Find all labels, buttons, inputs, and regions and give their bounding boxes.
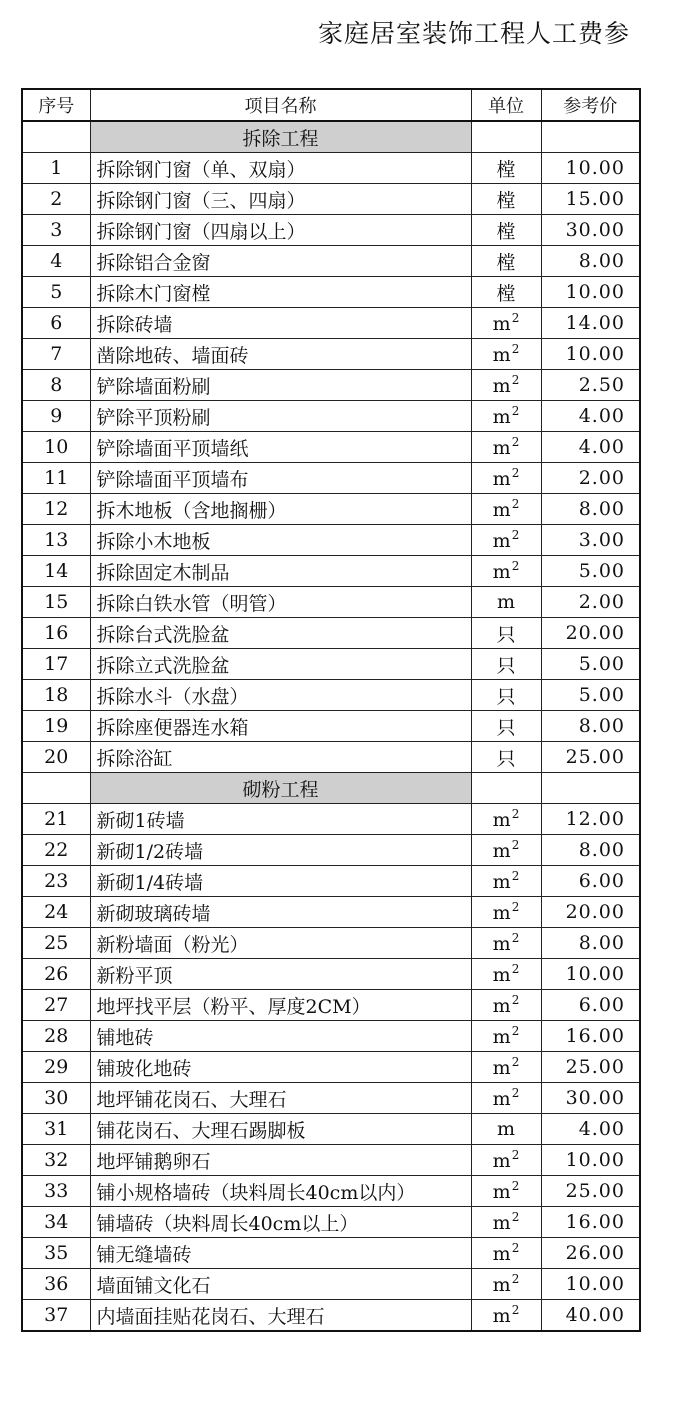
item-price: 25.00 (541, 1052, 640, 1083)
item-price: 2.50 (541, 370, 640, 401)
item-name: 新砌玻璃砖墙 (90, 897, 471, 928)
item-unit-superscript: 2 (511, 1210, 520, 1224)
item-unit-superscript: 2 (511, 1086, 520, 1100)
item-price: 25.00 (541, 742, 640, 773)
item-unit-cell (471, 959, 541, 990)
item-unit-cell (471, 742, 541, 773)
item-unit: m (492, 1274, 511, 1296)
item-unit-cell (471, 804, 541, 835)
item-unit-cell (471, 1083, 541, 1114)
item-unit-cell (471, 1269, 541, 1300)
item-unit-superscript: 2 (511, 373, 520, 387)
item-unit: m (492, 1150, 511, 1172)
item-name: 拆除小木地板 (90, 525, 471, 556)
item-name: 墙面铺文化石 (90, 1269, 471, 1300)
item-name: 铲除平顶粉刷 (90, 401, 471, 432)
item-unit: m (492, 840, 511, 862)
item-unit-cell (471, 990, 541, 1021)
item-number: 22 (22, 835, 90, 866)
item-unit-cell (471, 680, 541, 711)
item-name: 拆除水斗（水盘） (90, 680, 471, 711)
item-unit-cell (471, 370, 541, 401)
item-unit: m (492, 995, 511, 1017)
item-unit-cell (471, 184, 541, 215)
table-row (22, 1238, 640, 1269)
item-unit-superscript: 2 (511, 1241, 520, 1255)
table-row (22, 1207, 640, 1238)
item-name: 地坪铺鹅卵石 (90, 1145, 471, 1176)
table-row (22, 866, 640, 897)
item-unit-cell (471, 525, 541, 556)
item-number: 33 (22, 1176, 90, 1207)
item-name: 拆除钢门窗（四扇以上） (90, 215, 471, 246)
section-row (22, 121, 640, 153)
item-unit-superscript: 2 (511, 838, 520, 852)
item-number: 27 (22, 990, 90, 1021)
item-unit-cell (471, 1176, 541, 1207)
item-price: 8.00 (541, 928, 640, 959)
item-number: 24 (22, 897, 90, 928)
item-name: 内墙面挂贴花岗石、大理石 (90, 1300, 471, 1332)
table-row (22, 680, 640, 711)
item-unit: 只 (496, 747, 516, 770)
item-name: 新粉墙面（粉光） (90, 928, 471, 959)
item-price: 6.00 (541, 866, 640, 897)
item-unit-cell (471, 494, 541, 525)
table-row (22, 1052, 640, 1083)
item-name: 拆除台式洗脸盆 (90, 618, 471, 649)
item-unit-cell (471, 1052, 541, 1083)
item-price: 25.00 (541, 1176, 640, 1207)
item-unit: m (492, 1243, 511, 1265)
item-name: 拆除座便器连水箱 (90, 711, 471, 742)
price-table (21, 88, 641, 1332)
item-number: 20 (22, 742, 90, 773)
item-unit-superscript: 2 (511, 1148, 520, 1162)
item-unit: 樘 (496, 282, 516, 305)
item-price: 20.00 (541, 618, 640, 649)
table-row (22, 711, 640, 742)
item-unit-superscript: 2 (511, 1055, 520, 1069)
item-number: 36 (22, 1269, 90, 1300)
item-price: 5.00 (541, 649, 640, 680)
item-unit-superscript: 2 (511, 993, 520, 1007)
item-number: 30 (22, 1083, 90, 1114)
item-number: 5 (22, 277, 90, 308)
table-row (22, 835, 640, 866)
item-price: 40.00 (541, 1300, 640, 1332)
table-row (22, 556, 640, 587)
section-row (22, 773, 640, 804)
item-unit: 只 (496, 654, 516, 677)
item-unit-cell (471, 1145, 541, 1176)
item-name: 新砌1/2砖墙 (90, 835, 471, 866)
item-price: 4.00 (541, 432, 640, 463)
item-unit: m (492, 1088, 511, 1110)
item-unit: m (492, 809, 511, 831)
item-name: 拆除白铁水管（明管） (90, 587, 471, 618)
item-unit: m (492, 871, 511, 893)
item-unit-cell (471, 277, 541, 308)
item-price: 20.00 (541, 897, 640, 928)
item-number: 34 (22, 1207, 90, 1238)
section-empty-cell (471, 121, 541, 153)
item-price: 10.00 (541, 1145, 640, 1176)
section-title: 拆除工程 (90, 121, 471, 153)
item-unit: m (492, 1212, 511, 1234)
item-number: 4 (22, 246, 90, 277)
item-unit-cell (471, 401, 541, 432)
header-no: 序号 (22, 89, 90, 121)
item-unit: m (492, 902, 511, 924)
item-name: 铺花岗石、大理石踢脚板 (90, 1114, 471, 1145)
table-row (22, 1021, 640, 1052)
table-row (22, 1300, 640, 1332)
item-unit-cell (471, 556, 541, 587)
item-number: 35 (22, 1238, 90, 1269)
item-unit-superscript: 2 (511, 497, 520, 511)
item-price: 14.00 (541, 308, 640, 339)
item-unit-cell (471, 153, 541, 184)
item-unit: m (492, 437, 511, 459)
table-row (22, 928, 640, 959)
item-price: 10.00 (541, 959, 640, 990)
item-number: 32 (22, 1145, 90, 1176)
table-row (22, 277, 640, 308)
item-name: 铲除墙面粉刷 (90, 370, 471, 401)
item-number: 7 (22, 339, 90, 370)
item-price: 16.00 (541, 1207, 640, 1238)
table-row (22, 1114, 640, 1145)
item-number: 13 (22, 525, 90, 556)
item-number: 2 (22, 184, 90, 215)
item-name: 拆除立式洗脸盆 (90, 649, 471, 680)
item-unit-cell (471, 618, 541, 649)
item-name: 拆木地板（含地搁栅） (90, 494, 471, 525)
table-row (22, 494, 640, 525)
item-number: 8 (22, 370, 90, 401)
item-price: 2.00 (541, 463, 640, 494)
item-name: 铲除墙面平顶墙纸 (90, 432, 471, 463)
item-number: 12 (22, 494, 90, 525)
item-name: 铺地砖 (90, 1021, 471, 1052)
item-unit-cell (471, 1114, 541, 1145)
item-name: 铺无缝墙砖 (90, 1238, 471, 1269)
item-unit: m (492, 933, 511, 955)
item-unit: 樘 (496, 220, 516, 243)
item-unit-cell (471, 897, 541, 928)
item-unit-superscript: 2 (511, 404, 520, 418)
item-unit-cell (471, 866, 541, 897)
item-price: 10.00 (541, 153, 640, 184)
item-number: 19 (22, 711, 90, 742)
item-unit: m (492, 375, 511, 397)
item-price: 5.00 (541, 680, 640, 711)
item-unit-cell (471, 246, 541, 277)
table-row (22, 1269, 640, 1300)
item-unit: m (496, 591, 516, 613)
document-title: 家庭居室装饰工程人工费参 (318, 19, 631, 48)
item-unit-cell (471, 463, 541, 494)
item-unit-cell (471, 649, 541, 680)
item-unit-superscript: 2 (511, 869, 520, 883)
item-name: 拆除铝合金窗 (90, 246, 471, 277)
item-unit-cell (471, 1207, 541, 1238)
item-number: 31 (22, 1114, 90, 1145)
price-table-body (22, 89, 640, 1331)
item-price: 10.00 (541, 339, 640, 370)
section-empty-cell (22, 773, 90, 804)
header-name: 项目名称 (90, 89, 471, 121)
item-price: 10.00 (541, 277, 640, 308)
section-empty-cell (471, 773, 541, 804)
table-row (22, 587, 640, 618)
table-row (22, 525, 640, 556)
item-price: 26.00 (541, 1238, 640, 1269)
item-name: 地坪铺花岗石、大理石 (90, 1083, 471, 1114)
item-number: 25 (22, 928, 90, 959)
table-row (22, 153, 640, 184)
item-number: 23 (22, 866, 90, 897)
item-unit: m (492, 964, 511, 986)
table-row (22, 308, 640, 339)
item-unit-cell (471, 587, 541, 618)
item-unit-superscript: 2 (511, 1024, 520, 1038)
item-unit-cell (471, 835, 541, 866)
item-name: 拆除固定木制品 (90, 556, 471, 587)
header-unit: 单位 (471, 89, 541, 121)
item-name: 拆除钢门窗（单、双扇） (90, 153, 471, 184)
table-row (22, 649, 640, 680)
table-row (22, 184, 640, 215)
item-unit: m (492, 313, 511, 335)
item-unit-superscript: 2 (511, 311, 520, 325)
item-number: 3 (22, 215, 90, 246)
item-unit-cell (471, 711, 541, 742)
section-title: 砌粉工程 (90, 773, 471, 804)
item-unit: 樘 (496, 251, 516, 274)
item-unit-superscript: 2 (511, 1272, 520, 1286)
item-price: 4.00 (541, 401, 640, 432)
item-unit: m (492, 530, 511, 552)
section-empty-cell (541, 773, 640, 804)
item-price: 12.00 (541, 804, 640, 835)
item-unit-cell (471, 432, 541, 463)
item-name: 拆除木门窗樘 (90, 277, 471, 308)
item-unit: m (492, 499, 511, 521)
item-price: 8.00 (541, 835, 640, 866)
item-number: 1 (22, 153, 90, 184)
item-number: 9 (22, 401, 90, 432)
section-empty-cell (541, 121, 640, 153)
table-row (22, 804, 640, 835)
item-unit-superscript: 2 (511, 900, 520, 914)
item-unit-superscript: 2 (511, 807, 520, 821)
item-unit-cell (471, 1300, 541, 1332)
table-row (22, 1145, 640, 1176)
item-price: 30.00 (541, 1083, 640, 1114)
item-unit-cell (471, 215, 541, 246)
table-row (22, 463, 640, 494)
table-row (22, 742, 640, 773)
item-unit-superscript: 2 (511, 962, 520, 976)
item-unit: m (492, 561, 511, 583)
item-unit: 樘 (496, 189, 516, 212)
item-price: 3.00 (541, 525, 640, 556)
item-unit-superscript: 2 (511, 435, 520, 449)
item-unit: m (492, 1181, 511, 1203)
header-price: 参考价 (541, 89, 640, 121)
table-row (22, 246, 640, 277)
item-unit-cell (471, 1238, 541, 1269)
item-price: 6.00 (541, 990, 640, 1021)
item-unit: m (492, 1305, 511, 1327)
item-unit: 只 (496, 685, 516, 708)
item-price: 8.00 (541, 711, 640, 742)
item-price: 15.00 (541, 184, 640, 215)
item-number: 18 (22, 680, 90, 711)
item-unit-cell (471, 339, 541, 370)
table-row (22, 618, 640, 649)
item-unit-superscript: 2 (511, 931, 520, 945)
item-name: 拆除浴缸 (90, 742, 471, 773)
table-row (22, 401, 640, 432)
item-unit: m (492, 406, 511, 428)
table-header-row (22, 89, 640, 121)
item-price: 5.00 (541, 556, 640, 587)
item-price: 2.00 (541, 587, 640, 618)
item-number: 11 (22, 463, 90, 494)
section-empty-cell (22, 121, 90, 153)
item-price: 8.00 (541, 246, 640, 277)
item-name: 铲除墙面平顶墙布 (90, 463, 471, 494)
table-row (22, 215, 640, 246)
item-price: 10.00 (541, 1269, 640, 1300)
table-row (22, 339, 640, 370)
item-unit-superscript: 2 (511, 342, 520, 356)
item-price: 4.00 (541, 1114, 640, 1145)
table-row (22, 1083, 640, 1114)
item-unit: m (492, 468, 511, 490)
item-number: 14 (22, 556, 90, 587)
table-row (22, 1176, 640, 1207)
item-unit: 只 (496, 716, 516, 739)
item-number: 10 (22, 432, 90, 463)
item-unit-cell (471, 1021, 541, 1052)
table-row (22, 990, 640, 1021)
item-price: 16.00 (541, 1021, 640, 1052)
item-number: 16 (22, 618, 90, 649)
item-unit-superscript: 2 (511, 1303, 520, 1317)
item-unit: 樘 (496, 158, 516, 181)
item-number: 6 (22, 308, 90, 339)
table-row (22, 370, 640, 401)
table-row (22, 897, 640, 928)
item-price: 8.00 (541, 494, 640, 525)
item-unit-cell (471, 308, 541, 339)
item-name: 拆除钢门窗（三、四扇） (90, 184, 471, 215)
item-unit: m (496, 1118, 516, 1140)
item-number: 17 (22, 649, 90, 680)
item-name: 新砌1/4砖墙 (90, 866, 471, 897)
item-name: 凿除地砖、墙面砖 (90, 339, 471, 370)
item-name: 铺墙砖（块料周长40cm以上） (90, 1207, 471, 1238)
item-name: 拆除砖墙 (90, 308, 471, 339)
item-unit: m (492, 1057, 511, 1079)
item-unit-superscript: 2 (511, 559, 520, 573)
item-name: 铺玻化地砖 (90, 1052, 471, 1083)
item-price: 30.00 (541, 215, 640, 246)
item-unit: m (492, 344, 511, 366)
item-unit-superscript: 2 (511, 466, 520, 480)
item-name: 新砌1砖墙 (90, 804, 471, 835)
item-unit: 只 (496, 623, 516, 646)
item-number: 21 (22, 804, 90, 835)
item-number: 28 (22, 1021, 90, 1052)
item-unit: m (492, 1026, 511, 1048)
item-unit-superscript: 2 (511, 528, 520, 542)
item-name: 地坪找平层（粉平、厚度2CM） (90, 990, 471, 1021)
item-number: 29 (22, 1052, 90, 1083)
item-number: 37 (22, 1300, 90, 1332)
table-row (22, 959, 640, 990)
item-unit-cell (471, 928, 541, 959)
item-number: 26 (22, 959, 90, 990)
item-number: 15 (22, 587, 90, 618)
item-name: 铺小规格墙砖（块料周长40cm以内） (90, 1176, 471, 1207)
item-unit-superscript: 2 (511, 1179, 520, 1193)
table-row (22, 432, 640, 463)
item-name: 新粉平顶 (90, 959, 471, 990)
